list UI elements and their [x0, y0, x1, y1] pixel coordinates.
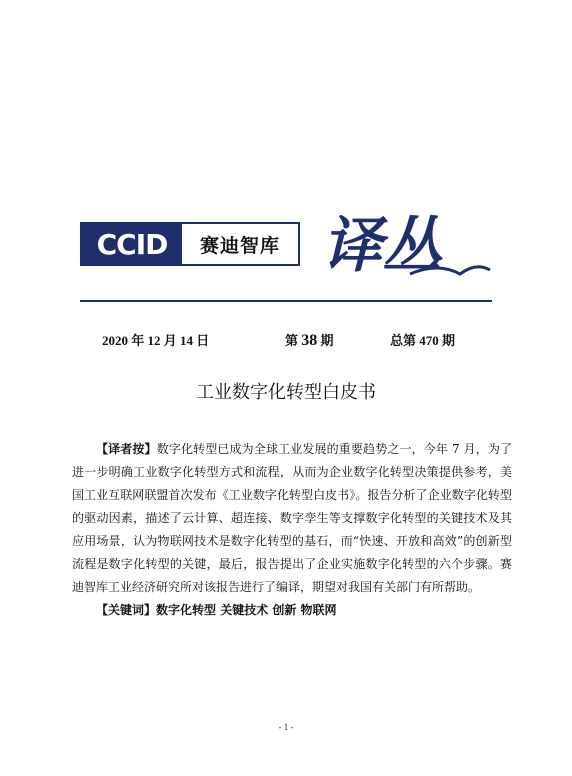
masthead — [80, 200, 492, 280]
editor-note-label: 【译者按】 — [96, 442, 157, 456]
issue-number: 第 38 期 — [285, 332, 334, 349]
issue-date: 2020 年 12 月 14 日 — [102, 333, 210, 348]
series-title-graphic — [318, 200, 492, 280]
issue-info — [80, 330, 492, 350]
ccid-logo — [80, 222, 300, 266]
logo-latin: CCID — [82, 224, 182, 264]
keywords-values: 数字化转型 关键技术 创新 物联网 — [156, 603, 337, 617]
page-number: - 1 - — [278, 722, 294, 732]
masthead-divider — [80, 300, 492, 302]
keywords — [72, 599, 512, 622]
svg-text:译丛: 译丛 — [322, 211, 442, 280]
document-title: 工业数字化转型白皮书 — [196, 382, 376, 403]
issue-total: 总第 470 期 — [390, 333, 456, 348]
logo-chinese: 赛迪智库 — [199, 234, 280, 257]
editor-note-text: 数字化转型已成为全球工业发展的重要趋势之一，今年 7 月，为了进一步明确工业数字化转型方式和流程，从而为企业数字化转型决策提供参考，美国工业互联网联盟首次发布《工业数字化转型白皮书》。报告分析了企业数字化转型的驱动因素，描述了云计算、超连接、数字孪生等支撑数字化转型的关键技术及其应用场景，认为物联网技术是数字化转型的基石，而“快速、开放和高效”的创新型流程是数字化转型的关键，最后，报告提出了企业实施数字化转型的六个步骤。赛迪智库工业经济研究所对该报告进行了编译，期望对我国有关部门有所帮助。 — [72, 442, 512, 594]
keywords-label: 【关键词】 — [96, 603, 157, 617]
editor-note — [72, 438, 512, 599]
document-body — [72, 438, 512, 622]
